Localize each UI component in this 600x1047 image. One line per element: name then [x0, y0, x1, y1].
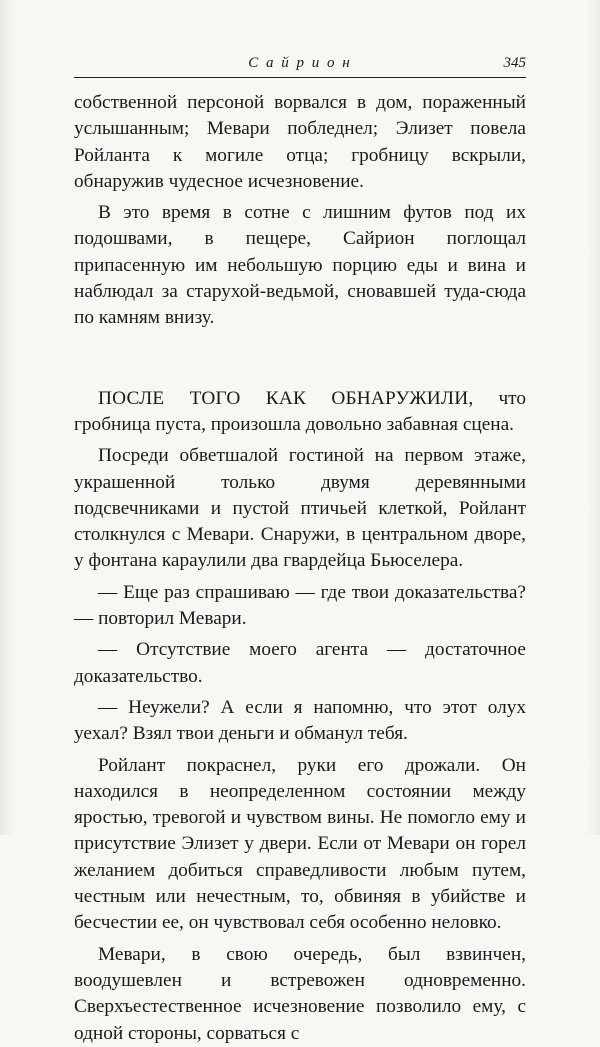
paragraph-continued: собственной персоной ворвался в дом, пораженный услышанным; Мевари побледнел; Элизет повела Ройланта к могиле отца; гробницу вскрыли, обнаружив чудесное исчезновение. — [74, 92, 526, 192]
paragraph: Мевари, в свою очередь, был взвинчен, воодушевлен и встревожен одновременно. Сверхъестественное исчезновение позволило ему, с одной стороны, сорваться с — [74, 943, 526, 1044]
dialogue-line: — Еще раз спрашиваю — где твои доказательства? — повторил Мевари. — [74, 581, 526, 630]
paragraph: Посреди обветшалой гостиной на первом этаже, украшенной только двумя деревянными подсвечниками и пустой птичьей клеткой, Ройлант столкнулся с Мевари. Снаружи, в центральном дворе, у фонтана карaулили два гвардейца Бьюселера. — [74, 445, 526, 572]
paragraph: В это время в сотне с лишним футов под их подошвами, в пещере, Сайрион поглощал припасенную им небольшую порцию еды и вина и наблюдал за старухой-ведьмой, сновавшей туда-сюда по камням внизу. — [74, 202, 526, 329]
running-header — [74, 48, 526, 78]
dialogue-line: — Отсутствие моего агента — достаточное доказательство. — [74, 639, 526, 687]
section-opening-rest: что гробница пуста, произошла довольно забавная сцена. — [74, 387, 526, 435]
section-break — [74, 332, 526, 386]
dialogue-line: — Неужели? А если я напомню, что этот олух уехал? Взял твои деньги и обманул тебя. — [74, 696, 526, 745]
page-body — [74, 90, 526, 1047]
page-number: 345 — [503, 55, 526, 71]
section-opening-caps: ПОСЛЕ ТОГО КАК ОБНАРУЖИЛИ, — [98, 387, 474, 409]
section-opening-paragraph — [74, 386, 526, 439]
paragraph: Ройлант покраснел, руки его дрожали. Он находился в неопределенном состоянии между яростью, тревогой и чувством вины. Не помогло ему и присутствие Элизет у двери. Если от Мевари он горел желанием добиться справедливости любым путем, честным или нечестным, то, обвиняя в убийстве и бесчестии ее, он чувствовал себя особенно неловко. — [74, 754, 526, 934]
running-title: С а й р и о н — [248, 55, 352, 71]
header-rule — [74, 77, 526, 78]
